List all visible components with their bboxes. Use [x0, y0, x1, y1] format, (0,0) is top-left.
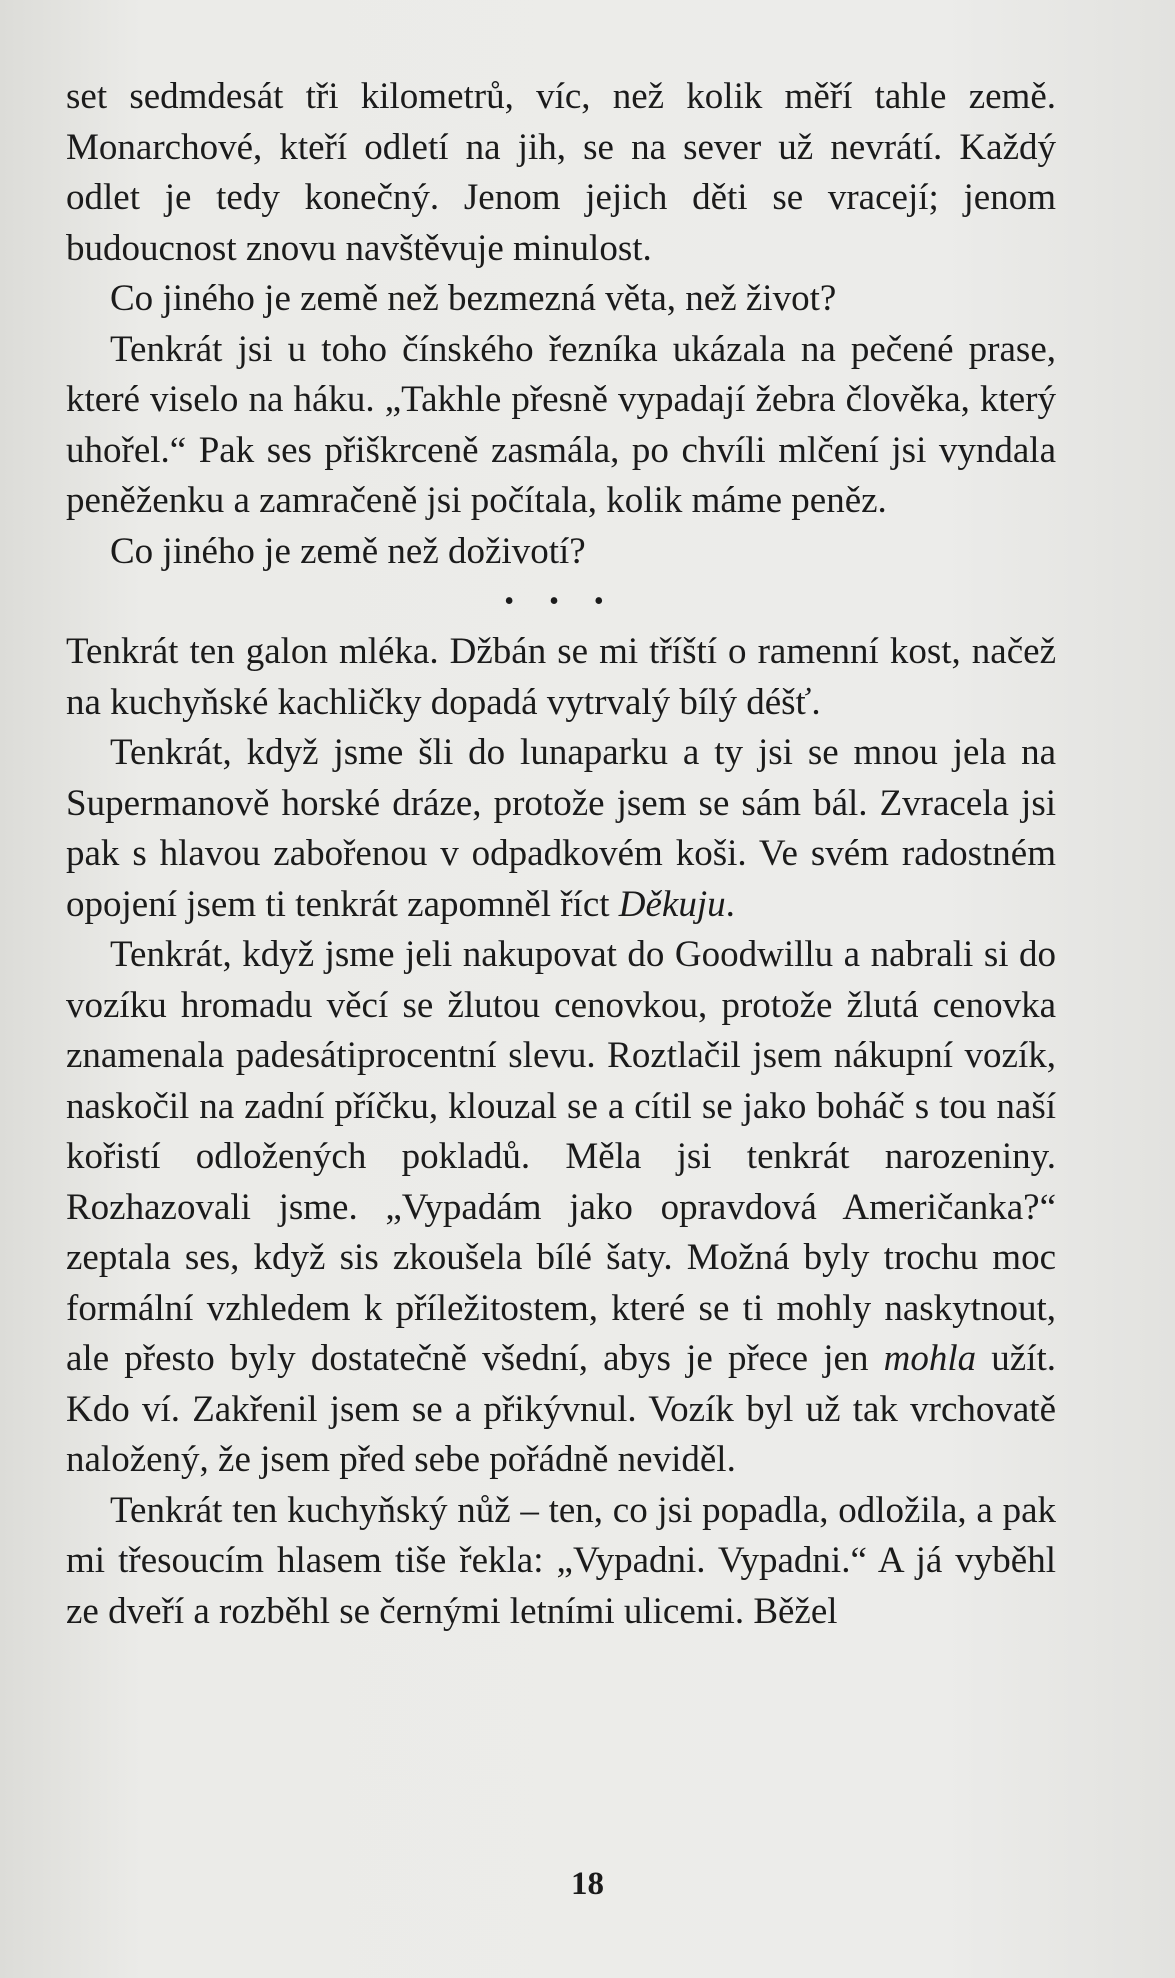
paragraph [66, 930, 1056, 1486]
paragraph: Co jiného je země než bezmezná věta, než život? [110, 278, 837, 319]
section-separator: • • • [504, 586, 618, 617]
paragraph [66, 728, 1056, 930]
text-run: Tenkrát, když jsme šli do lunaparku a ty jsi se mnou jela na Supermanově horské dráze, protože jsem se sám bál. Zvracela jsi pak s hlavou zabořenou v odpadkovém koši. Ve svém radostném opojení jsem ti tenkrát zapomněl říct [66, 732, 1056, 925]
paragraph: Co jiného je země než doživotí? [110, 530, 586, 572]
page-number: 18 [571, 1866, 604, 1902]
paragraph: Tenkrát ten galon mléka. Džbán se mi tříští o ramenní kost, načež na kuchyňské kachličky dopadá vytrvalý bílý déšť. [66, 631, 1056, 723]
emphasis: Děkuju [618, 883, 726, 925]
paragraph: Tenkrát ten kuchyňský nůž – ten, co jsi popadla, odložila, a pak mi třesoucím hlasem tiše řekla: „Vypadni. Vypadni.“ A já vyběhl ze dveří a rozběhl se černými letními ulicemi. Běžel [66, 1489, 1056, 1632]
paragraph: set sedmdesát tři kilometrů, víc, než kolik měří tahle země. Monarchové, kteří odletí na jih, se na sever už nevrátí. Každý odlet je tedy konečný. Jenom jejich děti se vracejí; jenom budoucnost znovu navštěvuje minulost. [66, 76, 1056, 269]
text-run: . [725, 883, 735, 925]
paragraph: Tenkrát jsi u toho čínského řezníka ukázala na pečené prase, které viselo na háku. „Takhle přesně vypadají žebra člověka, který uhořel.“ Pak ses přiškrceně zasmála, po chvíli mlčení jsi vyndala peněženku a zamračeně jsi počítala, kolik máme peněz. [66, 328, 1056, 521]
emphasis: mohla [883, 1338, 977, 1379]
text-run: Tenkrát, když jsme jeli nakupovat do Goodwillu a nabrali si do vozíku hromadu věcí se žlutou cenovkou, protože žlutá cenovka znamenala padesátiprocentní slevu. Roztlačil jsem nákupní vozík, naskočil na zadní příčku, klouzal se a cítil se jako boháč s tou naší kořistí odložených pokladů. Měla jsi tenkrát narozeniny. Rozhazovali jsme. „Vypadám jako opravdová Američanka?“ zeptala ses, když sis zkoušela bílé šaty. Možná byly trochu moc formální vzhledem k příležitostem, které se ti mohly naskytnout, ale přesto byly dostatečně všední, abys je přece jen [66, 934, 1056, 1379]
body-text [66, 72, 1056, 1637]
text-run: užít. Kdo ví. Zakřenil jsem se a přikývnul. Vozík byl už tak vrchovatě naložený, že jsem před sebe pořádně neviděl. [66, 1338, 1057, 1480]
